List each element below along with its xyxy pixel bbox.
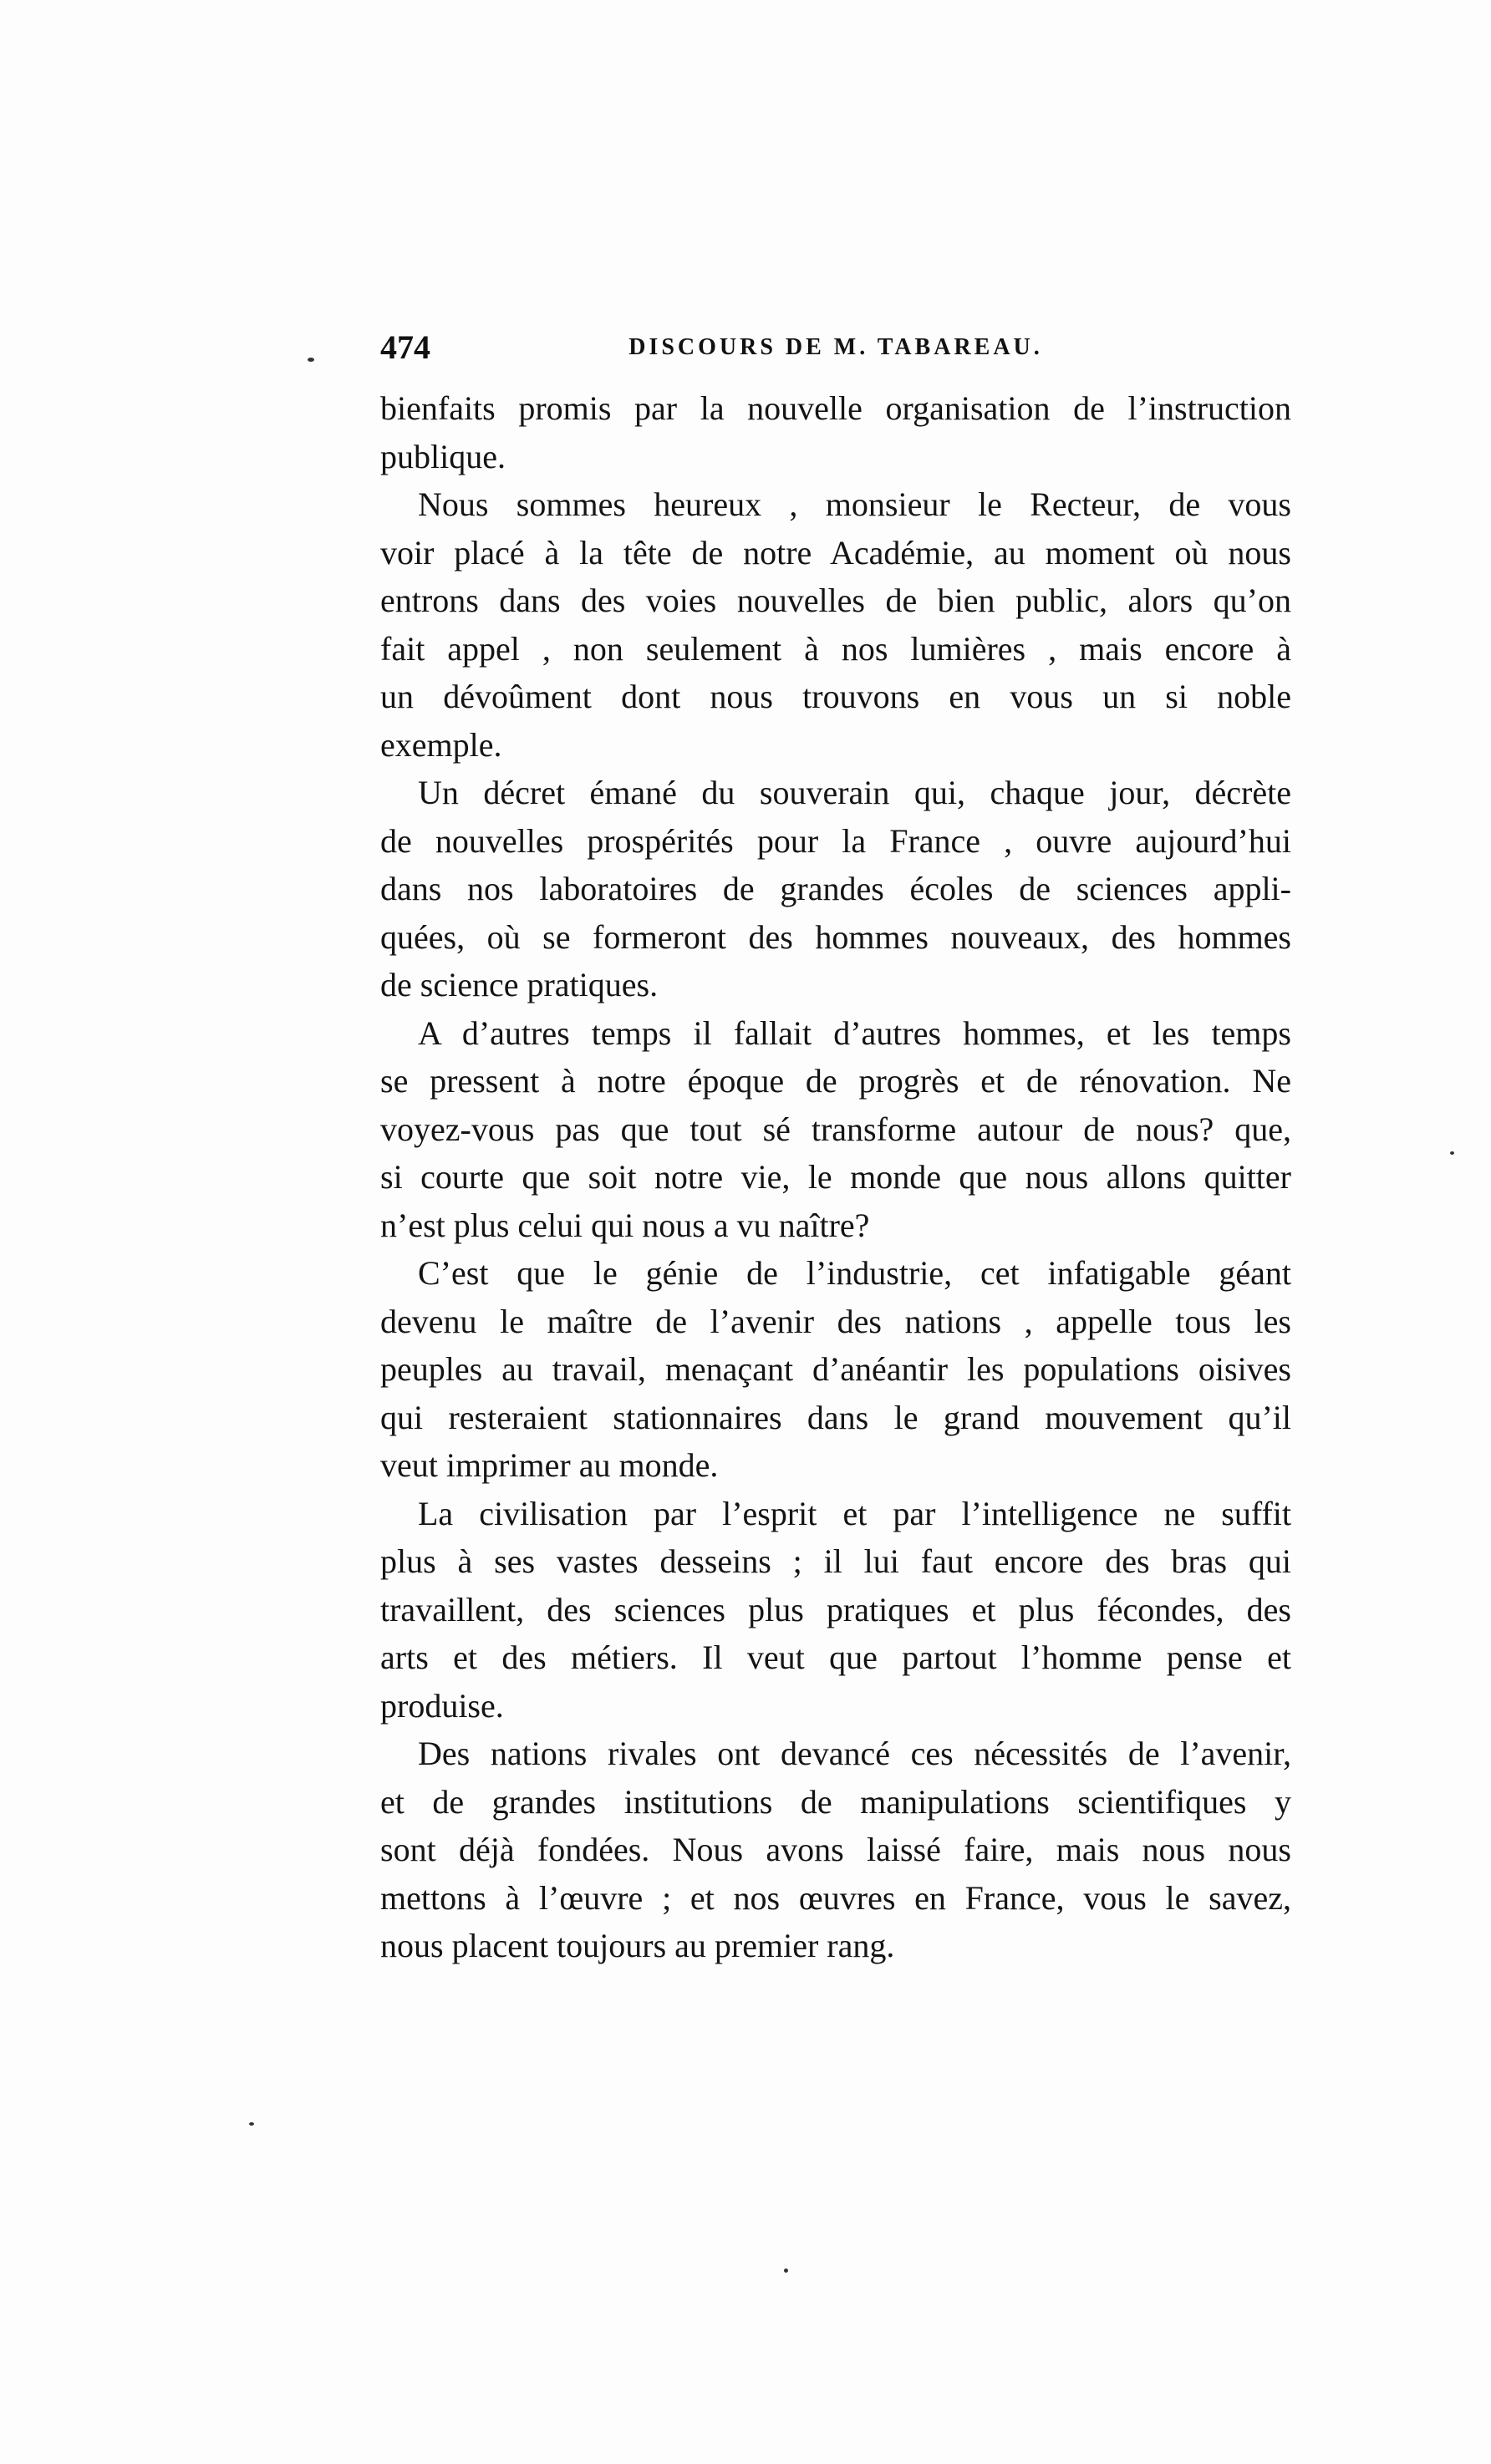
text-line: travaillent, des sciences plus pratiques et plus fécondes, des	[380, 1590, 1291, 1628]
text-line: devenu le maître de l’avenir des nations , appelle tous les	[380, 1302, 1291, 1340]
text-line: fait appel , non seulement à nos lumières , mais encore à	[380, 629, 1291, 668]
text-line: Un décret émané du souverain qui, chaque jour, décrète	[418, 774, 1291, 811]
text-line: n’est plus celui qui nous a vu naître?	[380, 1206, 870, 1244]
text-line: bienfaits promis par la nouvelle organisation de l’instruction	[380, 389, 1291, 427]
text-line: quées, où se formeront des hommes nouveaux, des hommes	[380, 917, 1291, 956]
text-line: C’est que le génie de l’industrie, cet infatigable géant	[418, 1254, 1291, 1292]
text-line: qui resteraient stationnaires dans le grand mouvement qu’il	[380, 1398, 1291, 1436]
text-line: mettons à l’œuvre ; et nos œuvres en France, vous le savez,	[380, 1878, 1291, 1917]
text-line: se pressent à notre époque de progrès et de rénovation. Ne	[380, 1062, 1291, 1100]
text-line: La civilisation par l’esprit et par l’intelligence ne suffit	[418, 1494, 1291, 1532]
text-line: plus à ses vastes desseins ; il lui faut encore des bras qui	[380, 1542, 1291, 1580]
text-line: dans nos laboratoires de grandes écoles de sciences appli-	[380, 870, 1291, 907]
running-head	[380, 328, 1291, 369]
running-head-title: DISCOURS DE M. TABAREAU.	[628, 334, 1043, 360]
text-line: entrons dans des voies nouvelles de bien public, alors qu’on	[380, 582, 1291, 619]
text-line: peuples au travail, menaçant d’anéantir les populations oisives	[380, 1350, 1291, 1388]
scan-speck	[308, 358, 314, 362]
text-line: et de grandes institutions de manipulations scientifiques y	[380, 1782, 1291, 1821]
text-line: un dévoûment dont nous trouvons en vous un si noble	[380, 678, 1291, 715]
text-line: de nouvelles prospérités pour la France , ouvre aujourd’hui	[380, 821, 1291, 860]
text-line: si courte que soit notre vie, le monde que nous allons quitter	[380, 1158, 1291, 1196]
text-line: arts et des métiers. Il veut que partout l’homme pense et	[380, 1638, 1291, 1676]
text-line: A d’autres temps il fallait d’autres hommes, et les temps	[418, 1014, 1291, 1052]
text-line: Des nations rivales ont devancé ces nécessités de l’avenir,	[418, 1735, 1291, 1772]
scan-speck	[784, 2268, 788, 2273]
page-number: 474	[380, 328, 430, 366]
scan-speck	[1450, 1151, 1454, 1155]
text-line: nous placent toujours au premier rang.	[380, 1927, 895, 1964]
text-line: exemple.	[380, 725, 502, 764]
text-line: Nous sommes heureux , monsieur le Recteur, de vous	[418, 485, 1291, 523]
text-line: de science pratiques.	[380, 966, 659, 1003]
scan-speck	[249, 2122, 254, 2126]
text-line: voyez-vous pas que tout sé transforme autour de nous? que,	[380, 1110, 1291, 1148]
text-line: produise.	[380, 1686, 504, 1725]
text-line: publique.	[380, 437, 506, 475]
text-line: sont déjà fondées. Nous avons laissé faire, mais nous nous	[380, 1831, 1291, 1868]
text-line: voir placé à la tête de notre Académie, au moment où nous	[380, 533, 1291, 572]
text-line: veut imprimer au monde.	[380, 1446, 719, 1484]
body-text	[380, 384, 1291, 1970]
